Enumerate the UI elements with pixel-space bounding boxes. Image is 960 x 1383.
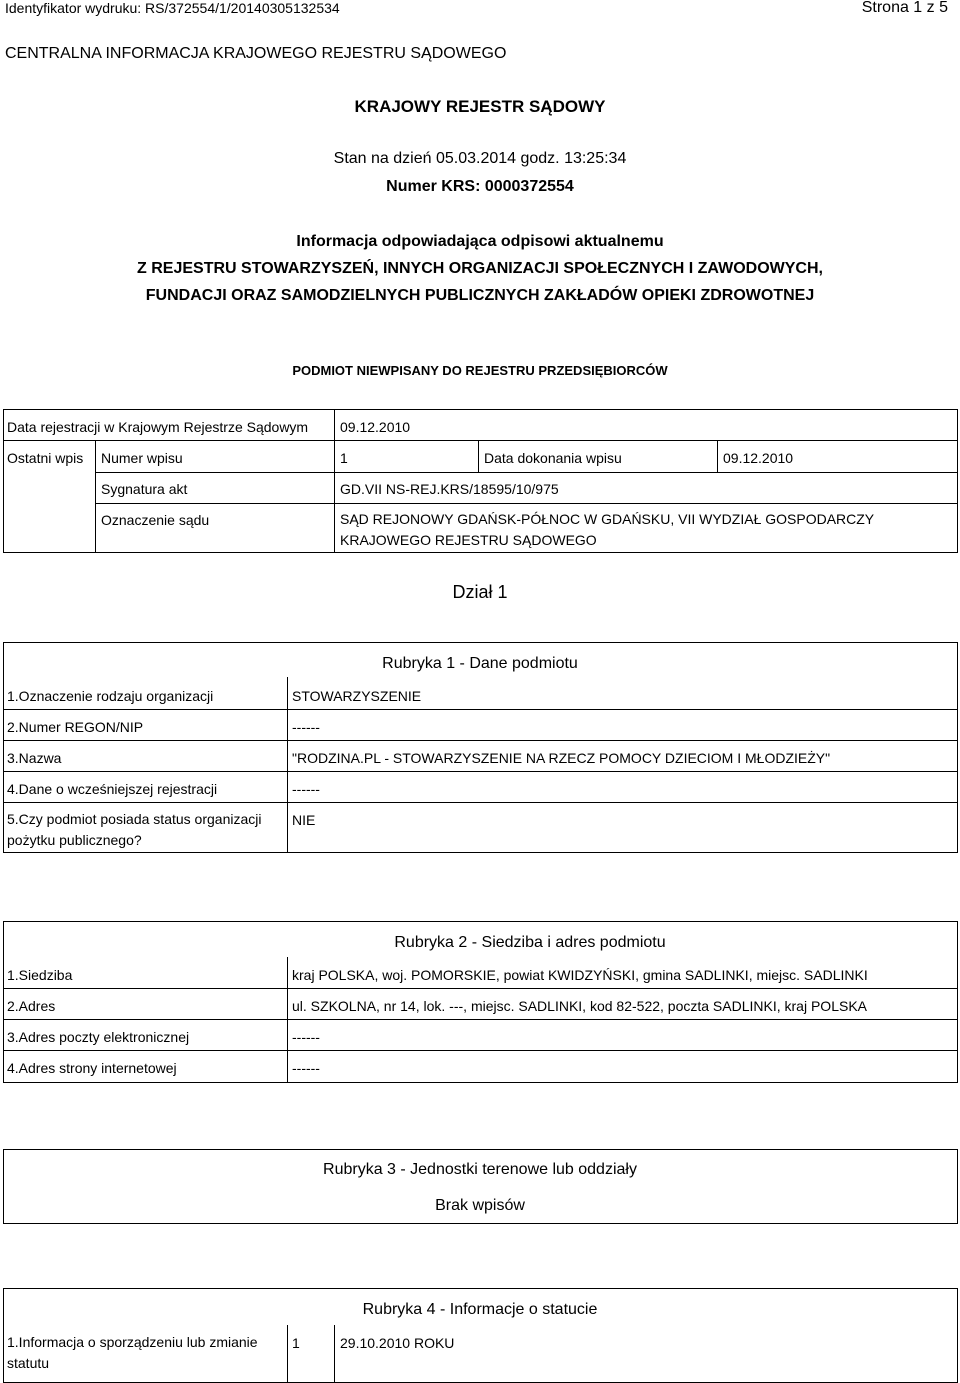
rubric-2-row-label: 2.Adres (7, 998, 56, 1014)
page-number: Strona 1 z 5 (861, 0, 948, 16)
rubric-3-empty: Brak wpisów (435, 1197, 525, 1214)
entry-no-label: Numer wpisu (101, 450, 183, 466)
last-entry-label: Ostatni wpis (7, 450, 84, 466)
signature-label: Sygnatura akt (101, 481, 188, 497)
entry-date-value: 09.12.2010 (723, 450, 794, 466)
institution-name: CENTRALNA INFORMACJA KRAJOWEGO REJESTRU SĄDOWEGO (5, 45, 507, 62)
rubric-4-row-num: 1 (292, 1335, 300, 1351)
rubric-4-row-value: 29.10.2010 ROKU (340, 1335, 455, 1351)
rubric-4-title: Rubryka 4 - Informacje o statucie (362, 1301, 598, 1318)
rubric-1-row-value: NIE (292, 812, 316, 828)
rubric-1-row-value: "RODZINA.PL - STOWARZYSZENIE NA RZECZ POMOCY DZIECIOM I MŁODZIEŻY" (292, 750, 831, 766)
rubric-1-row-label: 4.Dane o wcześniejszej rejestracji (7, 781, 218, 797)
section-title: Dział 1 (452, 582, 508, 602)
status-date: Stan na dzień 05.03.2014 godz. 13:25:34 (333, 150, 627, 167)
court-label: Oznaczenie sądu (101, 512, 210, 528)
info-line-1: Informacja odpowiadająca odpisowi aktualnemu (296, 233, 664, 250)
rubric-1-row-label: 2.Numer REGON/NIP (7, 719, 144, 735)
rubric-2-row-value: ------ (292, 1060, 320, 1076)
rubric-2-row-value: kraj POLSKA, woj. POMORSKIE, powiat KWIDZYŃSKI, gmina SADLINKI, miejsc. SADLINKI (292, 967, 868, 983)
rubric-1-row-label: 5.Czy podmiot posiada status organizacji pożytku publicznego? (7, 811, 262, 848)
rubric-3-title: Rubryka 3 - Jednostki terenowe lub oddziały (323, 1161, 637, 1178)
rubric-2-row-label: 1.Siedziba (7, 967, 73, 983)
rubric-1-row-label: 3.Nazwa (7, 750, 62, 766)
reg-date-value: 09.12.2010 (340, 419, 411, 435)
entry-no-value: 1 (340, 450, 348, 466)
entry-date-label: Data dokonania wpisu (484, 450, 622, 466)
registry-title: KRAJOWY REJESTR SĄDOWY (354, 97, 606, 116)
rubric-2-row-label: 3.Adres poczty elektronicznej (7, 1029, 190, 1045)
info-line-2: Z REJESTRU STOWARZYSZEŃ, INNYCH ORGANIZACJI SPOŁECZNYCH I ZAWODOWYCH, (137, 260, 823, 277)
rubric-2-row-value: ul. SZKOLNA, nr 14, lok. ---, miejsc. SADLINKI, kod 82-522, poczta SADLINKI, kraj POLSKA (292, 998, 867, 1014)
rubric-1-row-value: ------ (292, 719, 320, 735)
rubric-1-row-value: STOWARZYSZENIE (292, 688, 422, 704)
rubric-4-row-label: 1.Informacja o sporządzeniu lub zmianie statutu (7, 1334, 258, 1371)
rubric-1-row-value: ------ (292, 781, 320, 797)
rubric-2-row-value: ------ (292, 1029, 320, 1045)
reg-date-label: Data rejestracji w Krajowym Rejestrze Sądowym (7, 419, 309, 435)
court-value: SĄD REJONOWY GDAŃSK-PÓŁNOC W GDAŃSKU, VII WYDZIAŁ GOSPODARCZY KRAJOWEGO REJESTRU SĄDOWEGO (340, 511, 874, 548)
rubric-1-title: Rubryka 1 - Dane podmiotu (382, 655, 578, 672)
rubric-1-row-label: 1.Oznaczenie rodzaju organizacji (7, 688, 214, 704)
signature-value: GD.VII NS-REJ.KRS/18595/10/975 (340, 481, 559, 497)
info-line-3: FUNDACJI ORAZ SAMODZIELNYCH PUBLICZNYCH ZAKŁADÓW OPIEKI ZDROWOTNEJ (145, 287, 815, 304)
rubric-2-row-label: 4.Adres strony internetowej (7, 1060, 177, 1076)
print-id: Identyfikator wydruku: RS/372554/1/20140305132534 (5, 0, 340, 16)
entity-note: PODMIOT NIEWPISANY DO REJESTRU PRZEDSIĘBIORCÓW (292, 363, 668, 378)
krs-number: Numer KRS: 0000372554 (386, 178, 574, 195)
rubric-2-title: Rubryka 2 - Siedziba i adres podmiotu (394, 934, 666, 951)
